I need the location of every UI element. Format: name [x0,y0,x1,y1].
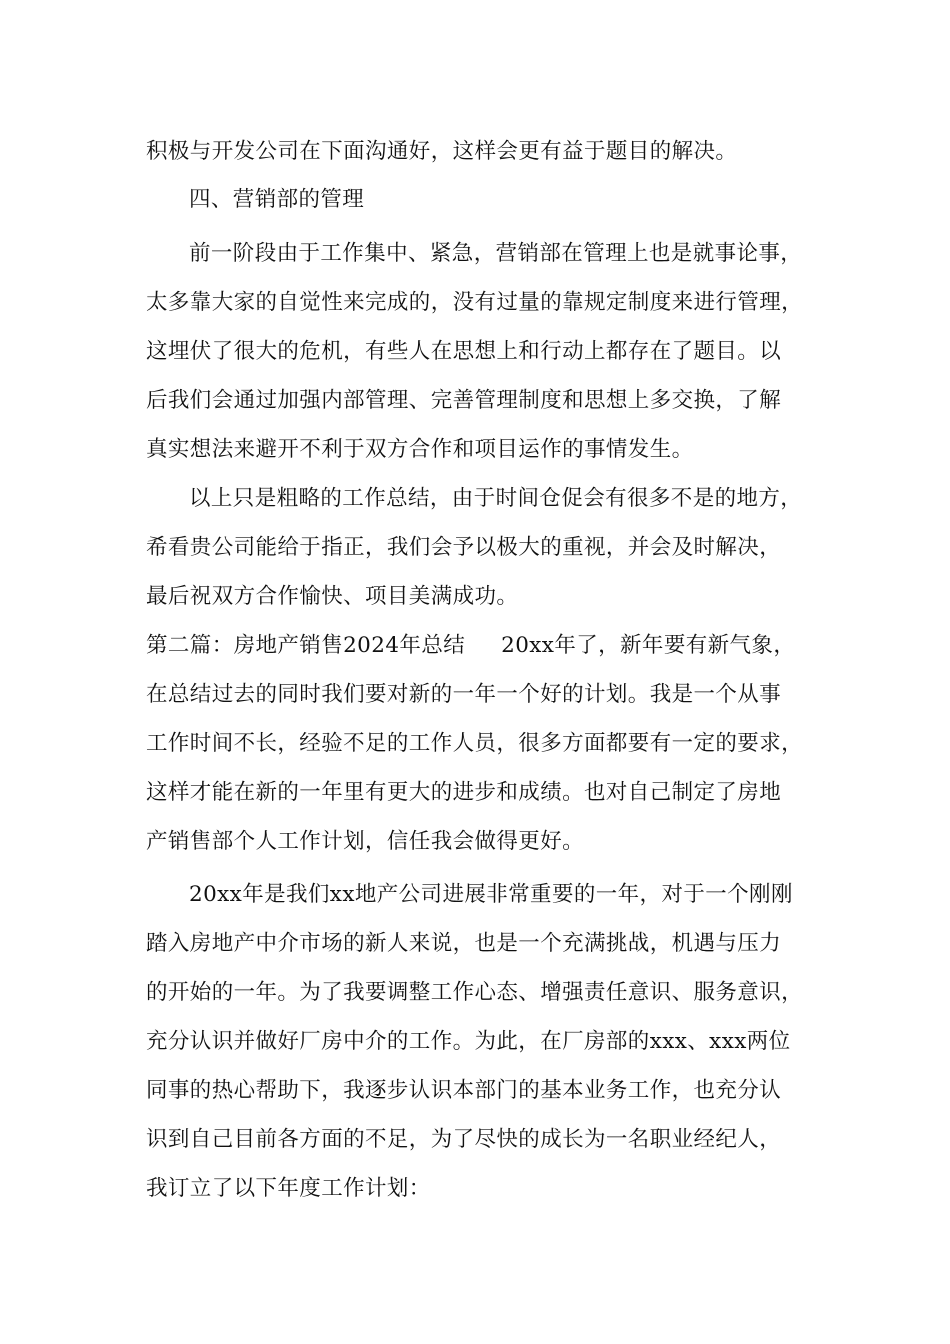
text-line: 充分认识并做好厂房中介的工作。为此，在厂房部的xxx、xxx两位 [146,1029,791,1054]
text-line: 太多靠大家的自觉性来完成的，没有过量的靠规定制度来进行管理， [146,290,804,315]
text-line: 20xx年是我们xx地产公司进展非常重要的一年，对于一个刚刚 [189,882,793,907]
text-line: 前一阶段由于工作集中、紧急，营销部在管理上也是就事论事， [189,241,803,266]
text-line: 同事的热心帮助下，我逐步认识本部门的基本业务工作，也充分认 [146,1078,782,1103]
text-line: 真实想法来避开不利于双方合作和项目运作的事情发生。 [146,437,694,462]
text-line: 这埋伏了很大的危机，有些人在思想上和行动上都存在了题目。以 [146,339,782,364]
text-line: 这样才能在新的一年里有更大的进步和成绩。也对自己制定了房地 [146,780,782,805]
text-line: 识到自己目前各方面的不足，为了尽快的成长为一名职业经纪人， [146,1127,782,1152]
text-line: 工作时间不长，经验不足的工作人员，很多方面都要有一定的要求， [146,731,804,756]
text-line: 积极与开发公司在下面沟通好，这样会更有益于题目的解决。 [146,139,738,164]
text-line: 后我们会通过加强内部管理、完善管理制度和思想上多交换，了解 [146,388,782,413]
text-line-lead: 20xx年了，新年要有新气象， [501,633,796,658]
text-line: 的开始的一年。为了我要调整工作心态、增强责任意识、服务意识， [146,980,804,1005]
chapter-title: 第二篇：房地产销售2024年总结 [146,633,466,658]
text-line: 在总结过去的同时我们要对新的一年一个好的计划。我是一个从事 [146,682,782,707]
text-line: 最后祝双方合作愉快、项目美满成功。 [146,584,519,609]
text-line: 我订立了以下年度工作计划： [146,1176,431,1201]
chapter-heading-line [146,631,836,661]
section-heading: 四、营销部的管理 [189,187,365,212]
text-line: 踏入房地产中介市场的新人来说，也是一个充满挑战，机遇与压力 [146,931,782,956]
text-line: 希看贵公司能给于指正，我们会予以极大的重视，并会及时解决， [146,535,782,560]
text-line: 产销售部个人工作计划，信任我会做得更好。 [146,829,585,854]
text-line: 以上只是粗略的工作总结，由于时间仓促会有很多不是的地方， [189,486,803,511]
